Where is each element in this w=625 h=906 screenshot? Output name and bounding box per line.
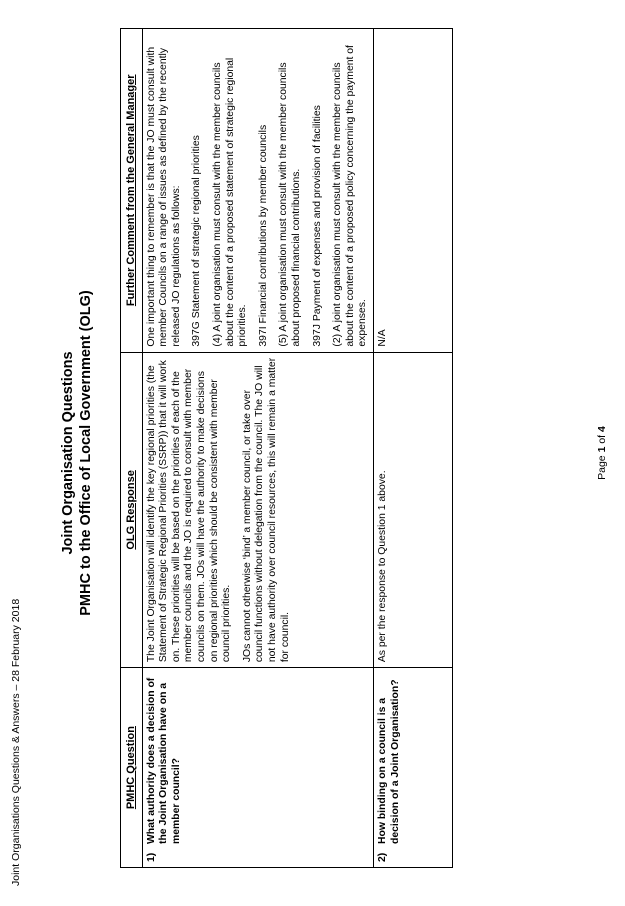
column-header-comment: Further Comment from the General Manager (121, 29, 143, 353)
page-total: 4 (596, 426, 608, 432)
question-text: What authority does a decision of the Joint Organisation have on a member council? (145, 677, 182, 844)
question-number: 1) (145, 852, 157, 862)
page-footer (596, 0, 608, 906)
comment-cell (373, 29, 452, 353)
comment-paragraph: (5) A joint organisation must consult with the member councils about proposed financial contributions. (278, 62, 302, 347)
document-title (59, 0, 95, 906)
question-cell (373, 668, 452, 868)
response-paragraph: JOs cannot otherwise ‘bind’ a member council, or take over council functions without delegation from the council. The JO will not have authority over council resources, this will remain a matter for council. (241, 357, 291, 663)
response-cell (373, 352, 452, 668)
question-number: 2) (376, 852, 388, 862)
question-cell (142, 668, 373, 868)
running-header: Joint Organisations Questions & Answers – 28 February 2018 (10, 598, 22, 886)
comment-paragraph: 397I Financial contributions by member councils (257, 124, 269, 347)
comment-paragraph: 397J Payment of expenses and provision of facilities (311, 105, 323, 347)
comment-paragraph: One important thing to remember is that the JO must consult with member Councils on a range of issues as defined by the recently released JO regulations as follows: (145, 46, 182, 347)
comment-paragraph: 397G Statement of strategic regional priorities (191, 135, 203, 347)
qa-table (120, 28, 453, 868)
title-line-2: PMHC to the Office of Local Government (OLG) (78, 290, 94, 616)
page-of: of (596, 431, 608, 447)
question-text: How binding on a council is a decision of a Joint Organisation? (376, 679, 401, 844)
response-cell (142, 352, 373, 668)
table-row (373, 29, 452, 868)
comment-paragraph: (4) A joint organisation must consult with the member councils about the content of a proposed statement of strategic regional priorities. (211, 57, 249, 347)
page-prefix: Page (596, 452, 608, 480)
column-header-response: OLG Response (121, 352, 143, 668)
comment-cell (142, 29, 373, 353)
title-line-1: Joint Organisation Questions (60, 351, 76, 555)
response-paragraph: As per the response to Question 1 above. (376, 470, 388, 663)
column-header-question: PMHC Question (121, 668, 143, 868)
table-header-row (121, 29, 143, 868)
comment-paragraph: N/A (376, 329, 388, 347)
table-row (142, 29, 373, 868)
page-current: 1 (596, 446, 608, 453)
response-paragraph: The Joint Organisation will identify the key regional priorities (the Statement of Strategic Regional Priorities (SSRP)) that it will work on. These priorities will be based on the priorities of each of the member councils and the JO is required to consult with member councils on them. JOs will have the authority to make decisions on regional priorities which should be consistent with member council priorities. (145, 360, 233, 663)
comment-paragraph: (2) A joint organisation must consult with the member councils about the content of a proposed policy concerning the payment of expenses. (332, 45, 369, 347)
